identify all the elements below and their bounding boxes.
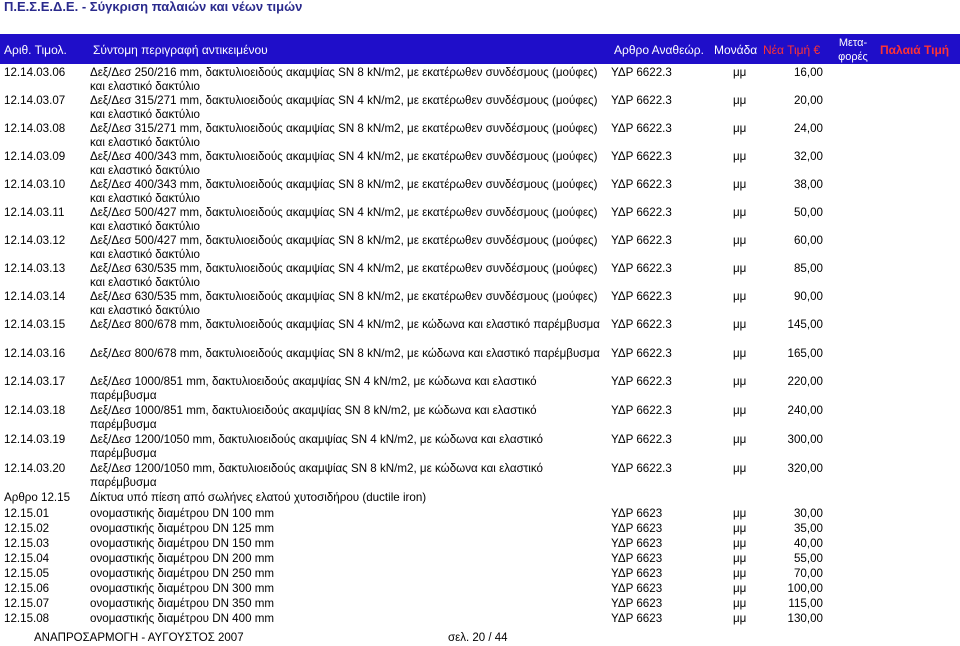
item-code: 12.14.03.12 [4, 234, 66, 247]
item-new-price: 32,00 [793, 150, 823, 163]
item-standard: ΥΔΡ 6623 [611, 612, 663, 625]
table-row [0, 402, 960, 431]
item-new-price: 60,00 [793, 234, 823, 247]
item-standard: ΥΔΡ 6623 [611, 582, 663, 595]
item-unit: μμ [733, 206, 747, 219]
item-description: Δεξ/Δεσ 1200/1050 mm, δακτυλιοειδούς ακαμψίας SN 8 kN/m2, με κώδωνα και ελαστικό παρέμβυσμα [90, 462, 543, 489]
item-description: ονομαστικής διαμέτρου DN 300 mm [90, 582, 275, 595]
table-row [0, 535, 960, 550]
item-standard: ΥΔΡ 6623 [611, 507, 663, 520]
item-unit: μμ [733, 375, 747, 388]
item-description: ονομαστικής διαμέτρου DN 150 mm [90, 537, 275, 550]
item-code: 12.15.08 [4, 612, 50, 625]
item-new-price: 85,00 [793, 262, 823, 275]
table-row [0, 260, 960, 288]
table-row [0, 610, 960, 625]
item-new-price: 240,00 [787, 404, 823, 417]
item-description: Δεξ/Δεσ 400/343 mm, δακτυλιοειδούς ακαμψίας SN 8 kN/m2, με εκατέρωθεν συνδέσμους (μούφες) και ελαστικό δακτύλιο [90, 178, 598, 205]
item-new-price: 40,00 [793, 537, 823, 550]
item-new-price: 55,00 [793, 552, 823, 565]
header-new-price: Νέα Τιμή € [763, 43, 821, 57]
table-row [0, 64, 960, 92]
header-code: Αριθ. Τιμολ. [4, 43, 67, 57]
price-table [0, 64, 960, 625]
item-unit: μμ [733, 507, 747, 520]
page-title: Π.Ε.Σ.Ε.Δ.Ε. - Σύγκριση παλαιών και νέων τιμών [4, 0, 303, 14]
item-new-price: 16,00 [793, 66, 823, 79]
item-code: 12.14.03.07 [4, 94, 66, 107]
item-unit: μμ [733, 462, 747, 475]
item-standard: ΥΔΡ 6622.3 [611, 178, 672, 191]
item-description: Δεξ/Δεσ 800/678 mm, δακτυλιοειδούς ακαμψίας SN 8 kN/m2, με κώδωνα και ελαστικό παρέμβυσμα [90, 347, 600, 360]
item-description: ονομαστικής διαμέτρου DN 250 mm [90, 567, 275, 580]
item-code: 12.14.03.20 [4, 462, 66, 475]
item-standard: ΥΔΡ 6622.3 [611, 375, 672, 388]
item-description: Δίκτυα υπό πίεση από σωλήνες ελατού χυτοσιδήρου (ductile iron) [90, 491, 427, 504]
item-code: 12.14.03.14 [4, 290, 66, 303]
item-standard: ΥΔΡ 6622.3 [611, 234, 672, 247]
item-code: 12.15.05 [4, 567, 50, 580]
table-row [0, 595, 960, 610]
item-description: ονομαστικής διαμέτρου DN 100 mm [90, 507, 275, 520]
header-unit: Μονάδα [714, 43, 758, 57]
item-unit: μμ [733, 567, 747, 580]
item-unit: μμ [733, 552, 747, 565]
item-unit: μμ [733, 318, 747, 331]
item-unit: μμ [733, 122, 747, 135]
item-code: 12.14.03.08 [4, 122, 66, 135]
item-description: ονομαστικής διαμέτρου DN 125 mm [90, 522, 275, 535]
header-standard: Αρθρο Αναθεώρ. [614, 43, 704, 57]
table-row [0, 316, 960, 345]
item-new-price: 35,00 [793, 522, 823, 535]
item-description: Δεξ/Δεσ 500/427 mm, δακτυλιοειδούς ακαμψίας SN 8 kN/m2, με εκατέρωθεν συνδέσμους (μούφες) και ελαστικό δακτύλιο [90, 234, 598, 261]
item-new-price: 24,00 [793, 122, 823, 135]
header-old-price: Παλαιά Τιμή [880, 43, 950, 57]
item-standard: ΥΔΡ 6622.3 [611, 94, 672, 107]
item-new-price: 90,00 [793, 290, 823, 303]
table-row [0, 460, 960, 489]
item-code: 12.15.06 [4, 582, 50, 595]
header-description: Σύντομη περιγραφή αντικειμένου [93, 43, 268, 57]
table-row [0, 92, 960, 120]
table-row [0, 345, 960, 373]
item-code: 12.15.01 [4, 507, 50, 520]
item-code: 12.14.03.10 [4, 178, 66, 191]
item-new-price: 38,00 [793, 178, 823, 191]
item-description: Δεξ/Δεσ 800/678 mm, δακτυλιοειδούς ακαμψίας SN 4 kN/m2, με κώδωνα και ελαστικό παρέμβυσμα [90, 318, 600, 331]
item-description: Δεξ/Δεσ 1000/851 mm, δακτυλιοειδούς ακαμψίας SN 8 kN/m2, με κώδωνα και ελαστικό παρέμβυσμα [90, 404, 537, 431]
item-description: Δεξ/Δεσ 315/271 mm, δακτυλιοειδούς ακαμψίας SN 8 kN/m2, με εκατέρωθεν συνδέσμους (μούφες) και ελαστικό δακτύλιο [90, 122, 598, 149]
item-description: Δεξ/Δεσ 315/271 mm, δακτυλιοειδούς ακαμψίας SN 4 kN/m2, με εκατέρωθεν συνδέσμους (μούφες) και ελαστικό δακτύλιο [90, 94, 598, 121]
item-code: 12.14.03.09 [4, 150, 66, 163]
item-new-price: 300,00 [787, 433, 823, 446]
footer-title: ΑΝΑΠΡΟΣΑΡΜΟΓΗ - ΑΥΓΟΥΣΤΟΣ 2007 [34, 632, 244, 644]
item-code: 12.15.02 [4, 522, 50, 535]
item-standard: ΥΔΡ 6622.3 [611, 290, 672, 303]
item-code: 12.14.03.17 [4, 375, 66, 388]
item-description: ονομαστικής διαμέτρου DN 400 mm [90, 612, 275, 625]
item-code: Αρθρο 12.15 [4, 491, 71, 504]
item-new-price: 165,00 [787, 347, 823, 360]
item-unit: μμ [733, 582, 747, 595]
item-unit: μμ [733, 597, 747, 610]
item-description: Δεξ/Δεσ 250/216 mm, δακτυλιοειδούς ακαμψίας SN 8 kN/m2, με εκατέρωθεν συνδέσμους (μούφες) και ελαστικό δακτύλιο [90, 66, 598, 93]
item-code: 12.14.03.11 [4, 206, 65, 219]
item-unit: μμ [733, 612, 747, 625]
item-unit: μμ [733, 66, 747, 79]
item-standard: ΥΔΡ 6622.3 [611, 122, 672, 135]
item-description: ονομαστικής διαμέτρου DN 350 mm [90, 597, 275, 610]
item-code: 12.15.03 [4, 537, 50, 550]
item-code: 12.14.03.15 [4, 318, 66, 331]
item-unit: μμ [733, 290, 747, 303]
header-transport: Μετα-φορές [838, 37, 868, 63]
page-number: σελ. 20 / 44 [448, 632, 508, 644]
item-standard: ΥΔΡ 6622.3 [611, 433, 672, 446]
table-row [0, 580, 960, 595]
table-row [0, 431, 960, 460]
table-row [0, 176, 960, 204]
item-unit: μμ [733, 404, 747, 417]
item-unit: μμ [733, 347, 747, 360]
item-new-price: 115,00 [788, 597, 823, 610]
item-code: 12.14.03.18 [4, 404, 66, 417]
item-new-price: 100,00 [787, 582, 823, 595]
item-unit: μμ [733, 150, 747, 163]
item-description: Δεξ/Δεσ 1200/1050 mm, δακτυλιοειδούς ακαμψίας SN 4 kN/m2, με κώδωνα και ελαστικό παρέμβυσμα [90, 433, 543, 460]
item-description: Δεξ/Δεσ 400/343 mm, δακτυλιοειδούς ακαμψίας SN 4 kN/m2, με εκατέρωθεν συνδέσμους (μούφες) και ελαστικό δακτύλιο [90, 150, 598, 177]
item-unit: μμ [733, 522, 747, 535]
table-row [0, 232, 960, 260]
item-standard: ΥΔΡ 6622.3 [611, 66, 672, 79]
item-standard: ΥΔΡ 6622.3 [611, 462, 672, 475]
item-code: 12.14.03.13 [4, 262, 66, 275]
item-unit: μμ [733, 234, 747, 247]
item-new-price: 145,00 [787, 318, 823, 331]
item-unit: μμ [733, 433, 747, 446]
item-standard: ΥΔΡ 6623 [611, 597, 663, 610]
item-code: 12.14.03.19 [4, 433, 66, 446]
item-new-price: 30,00 [793, 507, 823, 520]
item-description: Δεξ/Δεσ 500/427 mm, δακτυλιοειδούς ακαμψίας SN 4 kN/m2, με εκατέρωθεν συνδέσμους (μούφες) και ελαστικό δακτύλιο [90, 206, 598, 233]
item-unit: μμ [733, 537, 747, 550]
item-unit: μμ [733, 262, 747, 275]
item-standard: ΥΔΡ 6622.3 [611, 318, 672, 331]
item-standard: ΥΔΡ 6622.3 [611, 262, 672, 275]
item-standard: ΥΔΡ 6623 [611, 567, 663, 580]
item-description: Δεξ/Δεσ 630/535 mm, δακτυλιοειδούς ακαμψίας SN 8 kN/m2, με εκατέρωθεν συνδέσμους (μούφες) και ελαστικό δακτύλιο [90, 290, 598, 317]
item-new-price: 130,00 [787, 612, 823, 625]
item-standard: ΥΔΡ 6622.3 [611, 206, 672, 219]
table-row [0, 120, 960, 148]
item-code: 12.15.07 [4, 597, 50, 610]
table-row [0, 373, 960, 402]
item-description: Δεξ/Δεσ 1000/851 mm, δακτυλιοειδούς ακαμψίας SN 4 kN/m2, με κώδωνα και ελαστικό παρέμβυσμα [90, 375, 537, 402]
item-new-price: 50,00 [793, 206, 823, 219]
table-row [0, 520, 960, 535]
item-standard: ΥΔΡ 6622.3 [611, 150, 672, 163]
item-standard: ΥΔΡ 6622.3 [611, 347, 672, 360]
item-new-price: 20,00 [793, 94, 823, 107]
item-code: 12.14.03.06 [4, 66, 66, 79]
item-unit: μμ [733, 178, 747, 191]
table-row [0, 204, 960, 232]
item-unit: μμ [733, 94, 747, 107]
item-standard: ΥΔΡ 6623 [611, 522, 663, 535]
table-row [0, 288, 960, 316]
table-row [0, 565, 960, 580]
item-code: 12.14.03.16 [4, 347, 66, 360]
table-row [0, 550, 960, 565]
table-header [0, 34, 960, 64]
item-standard: ΥΔΡ 6622.3 [611, 404, 672, 417]
item-description: Δεξ/Δεσ 630/535 mm, δακτυλιοειδούς ακαμψίας SN 4 kN/m2, με εκατέρωθεν συνδέσμους (μούφες) και ελαστικό δακτύλιο [90, 262, 598, 289]
item-new-price: 70,00 [793, 567, 823, 580]
item-standard: ΥΔΡ 6623 [611, 537, 663, 550]
item-new-price: 320,00 [787, 462, 823, 475]
item-new-price: 220,00 [787, 375, 823, 388]
table-row [0, 148, 960, 176]
item-standard: ΥΔΡ 6623 [611, 552, 663, 565]
table-row [0, 489, 960, 505]
item-description: ονομαστικής διαμέτρου DN 200 mm [90, 552, 275, 565]
table-row [0, 505, 960, 520]
item-code: 12.15.04 [4, 552, 50, 565]
